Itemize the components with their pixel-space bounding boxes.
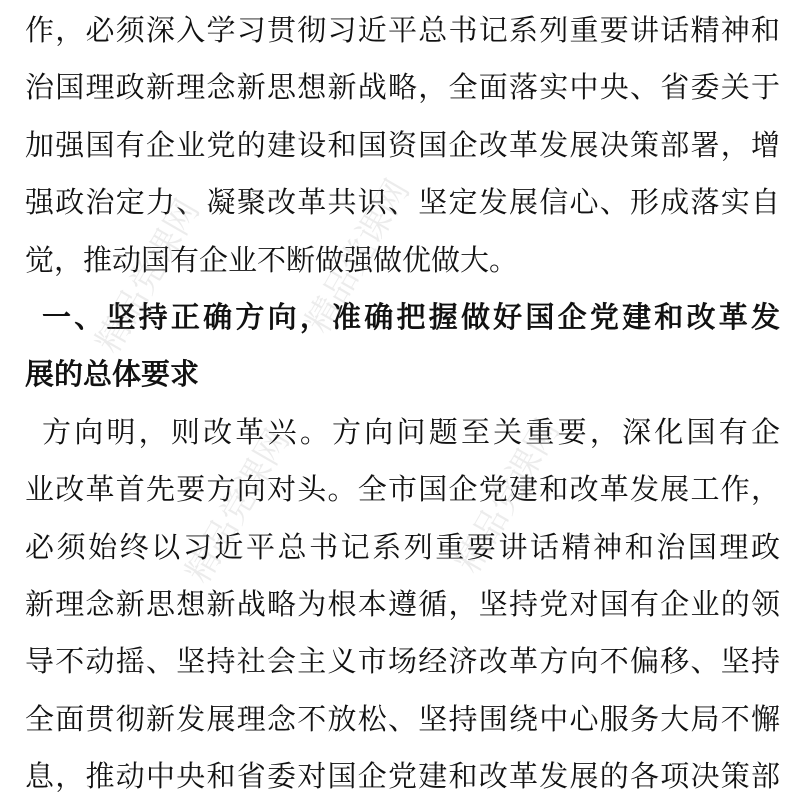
paragraph-line: 业改革首先要方向对头。全市国企党建和改革发展工作， xyxy=(25,472,780,507)
watermark: 精品党课网 xyxy=(88,192,208,360)
paragraph-line: 治国理政新理念新思想新战略，全面落实中央、省委关于 xyxy=(25,70,780,105)
document-page xyxy=(0,2,800,805)
paragraph-line: 觉，推动国有企业不断做强做优做大。 xyxy=(25,242,519,277)
section-heading: 展的总体要求 xyxy=(25,357,200,392)
paragraph-line: 作，必须深入学习贯彻习近平总书记系列重要讲话精神和 xyxy=(25,13,780,47)
section-heading: 一、坚持正确方向，准确把握做好国企党建和改革发 xyxy=(42,299,780,334)
paragraph-line: 必须始终以习近平总书记系列重要讲话精神和治国理政 xyxy=(25,529,780,564)
paragraph-line: 全面贯彻新发展理念不放松、坚持围绕中心服务大局不懈 xyxy=(25,701,780,736)
paragraph-line: 强政治定力、凝聚改革共识、坚定发展信心、形成落实自 xyxy=(25,185,780,220)
watermark: 精品党课网 xyxy=(448,412,568,580)
paragraph-line: 导不动摇、坚持社会主义市场经济改革方向不偏移、坚持 xyxy=(25,644,780,679)
paragraph-line: 加强国有企业党的建设和国资国企改革发展决策部署，增 xyxy=(25,127,780,162)
watermark: 精品党课网 xyxy=(298,172,418,340)
watermark: 精品党课网 xyxy=(178,422,298,590)
paragraph-line: 方向明，则改革兴。方向问题至关重要，深化国有企 xyxy=(42,414,780,449)
paragraph-line: 新理念新思想新战略为根本遵循，坚持党对国有企业的领 xyxy=(25,586,780,621)
paragraph-line: 息，推动中央和省委对国企党建和改革发展的各项决策部 xyxy=(25,759,780,794)
